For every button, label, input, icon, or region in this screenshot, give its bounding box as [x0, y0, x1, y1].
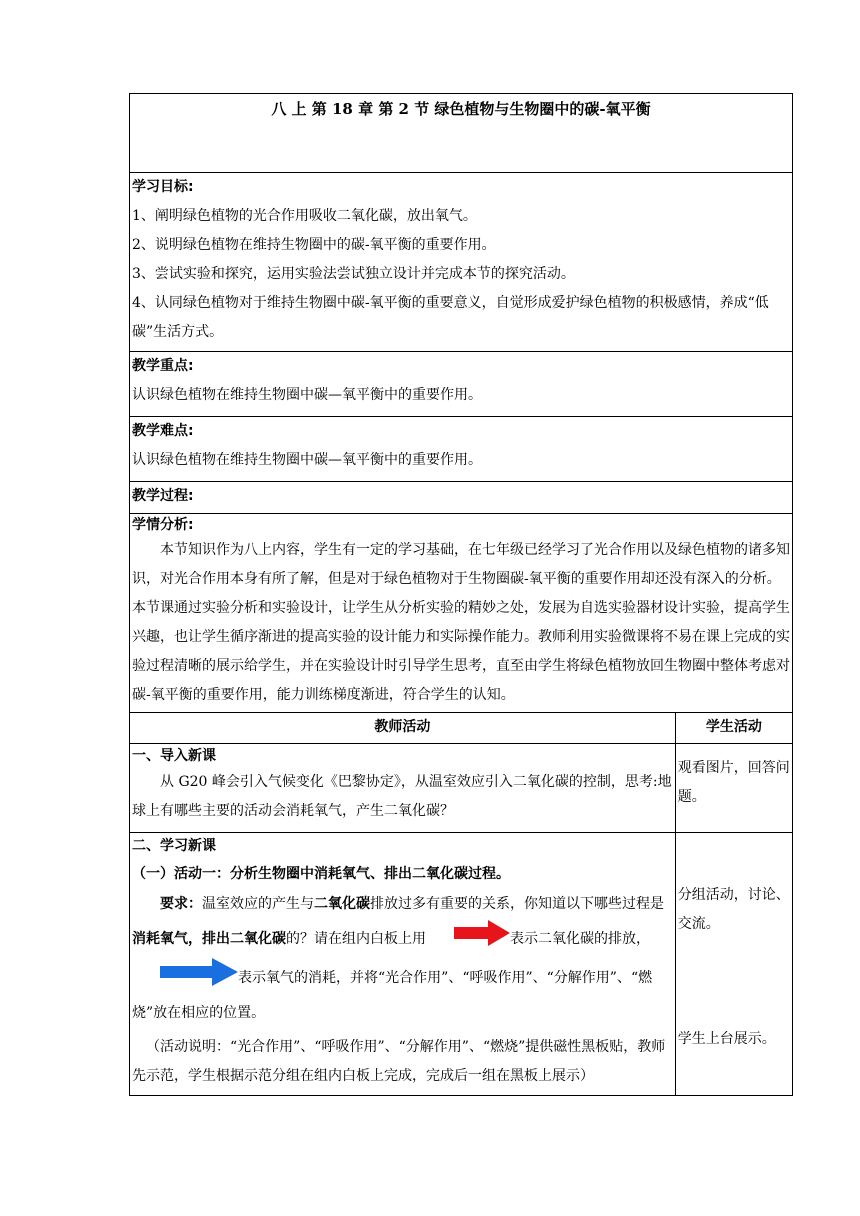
requirement-text: 温室效应的产生与: [202, 896, 314, 912]
objectives-heading: 学习目标:: [132, 179, 194, 195]
section2-student-activity: 分组活动，讨论、交流。: [677, 887, 790, 932]
process-row: [130, 482, 793, 514]
section2-heading: 二、学习新课: [132, 838, 216, 854]
section2-row: [130, 833, 793, 1096]
requirement-emphasis: 消耗氧气，排出二氧化碳: [132, 931, 286, 947]
lesson-plan-table: [129, 93, 793, 1096]
requirement-text: 表示二氧化碳的排放，: [510, 931, 650, 947]
lesson-plan-document: [129, 93, 793, 1096]
teacher-column-header: 教师活动: [130, 713, 676, 744]
section1-student-activity: 观看图片，回答问题。: [677, 760, 790, 805]
requirement-emphasis: 二氧化碳: [314, 896, 370, 912]
section1-row: [130, 744, 793, 833]
activity1-note: （活动说明：“光合作用”、“呼吸作用”、“分解作用”、“燃烧”提供磁性黑板贴，教师先示范，学生根据示范分组在组内白板上完成，完成后一组在黑板上展示）: [132, 1039, 666, 1084]
section1-heading: 一、导入新课: [132, 748, 216, 764]
process-heading: 教学过程:: [132, 488, 194, 504]
difficulty-row: [130, 417, 793, 482]
requirement-text: 排放过多有重要的关系，你知道以下哪些过程是: [370, 896, 664, 912]
key-point-row: [130, 352, 793, 417]
key-point-heading: 教学重点:: [132, 358, 194, 374]
objective-item: 2、说明绿色植物在维持生物圈中的碳-氧平衡的重要作用。: [132, 237, 496, 253]
blue-arrow-icon: [132, 958, 238, 998]
difficulty-heading: 教学难点:: [132, 423, 194, 439]
column-header-row: [130, 713, 793, 744]
objective-item: 3、尝试实验和探究，运用实验法尝试独立设计并完成本节的探究活动。: [132, 266, 575, 282]
section1-text: 从 G20 峰会引入气候变化《巴黎协定》，从温室效应引入二氧化碳的控制，思考:地球上有哪些主要的活动会消耗氧气，产生二氧化碳？: [132, 774, 672, 819]
page-title: 八 上 第 18 章 第 2 节 绿色植物与生物圈中的碳-氧平衡: [130, 94, 793, 173]
objectives-row: [130, 173, 793, 352]
title-row: [130, 94, 793, 173]
red-arrow-icon: [426, 920, 510, 958]
section2-student-presentation: 学生上台展示。: [677, 1031, 776, 1047]
analysis-heading: 学情分析:: [132, 517, 194, 533]
analysis-row: [130, 514, 793, 713]
requirement-text: 的？请在组内白板上用: [286, 931, 426, 947]
activity1-title: （一）活动一：分析生物圈中消耗氧气、排出二氧化碳过程。: [132, 866, 510, 882]
difficulty-text: 认识绿色植物在维持生物圈中碳—氧平衡中的重要作用。: [132, 452, 482, 468]
objective-item: 1、阐明绿色植物的光合作用吸收二氧化碳，放出氧气。: [132, 208, 477, 224]
requirement-label: 要求：: [160, 896, 202, 912]
student-column-header: 学生活动: [675, 713, 792, 744]
analysis-text: 本节知识作为八上内容，学生有一定的学习基础，在七年级已经学习了光合作用以及绿色植物的诸多知识，对光合作用本身有所了解，但是对于绿色植物对于生物圈碳-氧平衡的重要作用却还没有深入的分析。本节课通过实验分析和实验设计，让学生从分析实验的精妙之处，发展为自选实验器材设计实验，提高学生兴趣，也让学生循序渐进的提高实验的设计能力和实际操作能力。教师利用实验微课将不易在课上完成的实验过程清晰的展示给学生，并在实验设计时引导学生思考，直至由学生将绿色植物放回生物圈中整体考虑对碳-氧平衡的重要作用，能力训练梯度渐进，符合学生的认知。: [132, 542, 790, 703]
key-point-text: 认识绿色植物在维持生物圈中碳—氧平衡中的重要作用。: [132, 387, 482, 403]
activity1-requirement: [132, 889, 673, 1029]
requirement-text: 表示氧气的消耗，并将“光合作用”、“呼吸作用”、“分解作用”、“燃烧”放在相应的位置。: [132, 970, 653, 1021]
objective-item: 4、认同绿色植物对于维持生物圈中碳-氧平衡的重要意义，自觉形成爱护绿色植物的积极感情，养成“低碳”生活方式。: [132, 295, 769, 340]
